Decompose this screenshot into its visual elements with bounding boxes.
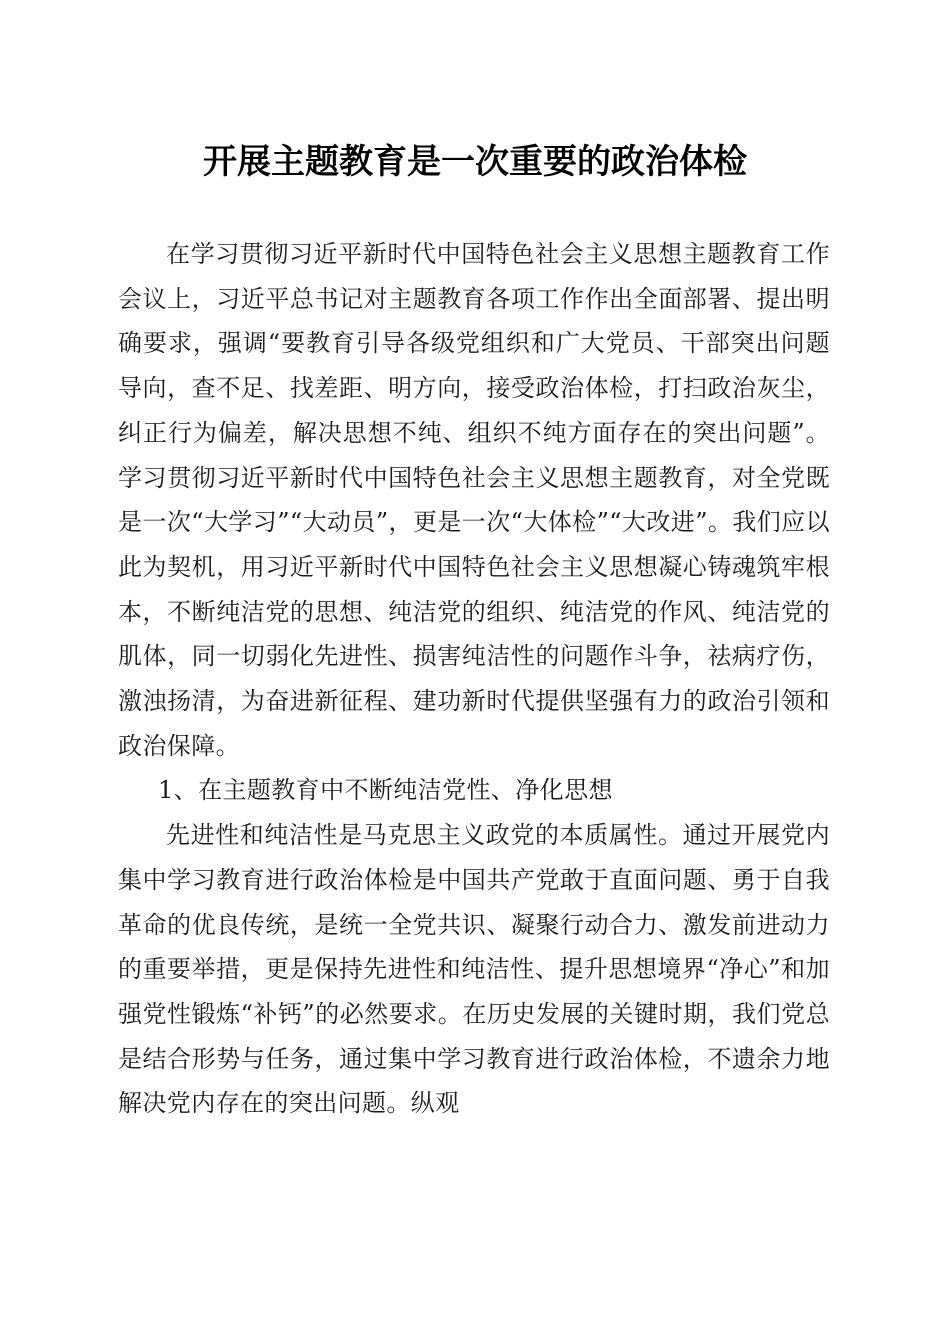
- section-paragraph: 先进性和纯洁性是马克思主义政党的本质属性。通过开展党内集中学习教育进行政治体检是中国共产党敢于直面问题、勇于自我革命的优良传统，是统一全党共识、凝聚行动合力、激发前进动力的重要举措，更是保持先进性和纯洁性、提升思想境界“净心”和加强党性锻炼“补钙”的必然要求。在历史发展的关键时期，我们党总是结合形势与任务，通过集中学习教育进行政治体检，不遗余力地解决党内存在的突出问题。纵观: [118, 821, 830, 1118]
- document-body: [118, 232, 830, 1126]
- section-heading: 1、在主题教育中不断纯洁党性、净化思想: [158, 776, 613, 805]
- intro-paragraph: 在学习贯彻习近平新时代中国特色社会主义思想主题教育工作会议上，习近平总书记对主题教育各项工作作出全面部署、提出明确要求，强调“要教育引导各级党组织和广大党员、干部突出问题导向，查不足、找差距、明方向，接受政治体检，打扫政治灰尘，纠正行为偏差，解决思想不纯、组织不纯方面存在的突出问题”。学习贯彻习近平新时代中国特色社会主义思想主题教育，对全党既是一次“大学习”“大动员”，更是一次“大体检”“大改进”。我们应以此为契机，用习近平新时代中国特色社会主义思想凝心铸魂筑牢根本，不断纯洁党的思想、纯洁党的组织、纯洁党的作风、纯洁党的肌体，同一切弱化先进性、损害纯洁性的问题作斗争，祛病疗伤，激浊扬清，为奋进新征程、建功新时代提供坚强有力的政治引领和政治保障。: [118, 240, 830, 760]
- document-title: 开展主题教育是一次重要的政治体检: [203, 142, 747, 182]
